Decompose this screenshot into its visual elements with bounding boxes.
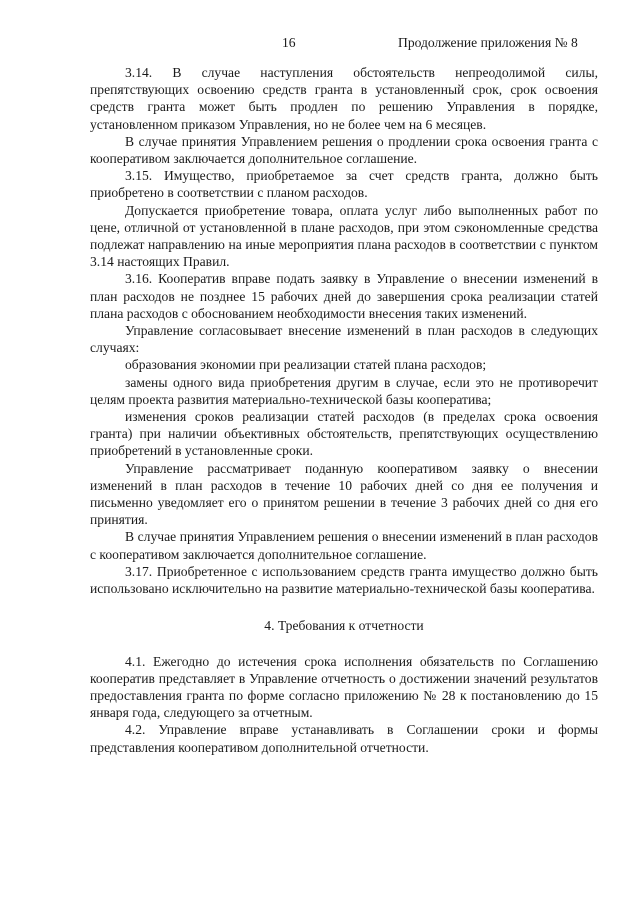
case-savings: образования экономии при реализации статей плана расходов; — [125, 357, 487, 373]
paragraph-4-1: 4.1. Ежегодно до истечения срока исполнения обязательств по Соглашению кооператив представляет в Управление отчетность о достижении значений результатов предоставления гранта по форме согласно приложению № 28 к постановлению до 15 января года, следующего за отчетным. — [90, 653, 598, 721]
paragraph-3-16: 3.16. Кооператив вправе подать заявку в Управление о внесении изменений в план расходов не позднее 15 рабочих дней до завершения срока реализации статей плана расходов с обоснованием необходимости внесения таких изменений. — [90, 271, 598, 321]
paragraph-3-15-price: Допускается приобретение товара, оплата услуг либо выполненных работ по цене, отличной от установленной в плане расходов, при этом сэкономленные средства подлежат направлению на иные мероприятия плана расходов в соответствии с пунктом 3.14 настоящих Правил. — [90, 202, 598, 270]
paragraph-3-16-agreement: В случае принятия Управлением решения о внесении изменений в план расходов с кооперативом заключается дополнительное соглашение. — [90, 529, 598, 562]
document-body — [90, 64, 598, 756]
case-deadline-change: изменения сроков реализации статей расходов (в пределах срока освоения гранта) при наличии объективных обстоятельств, препятствующих осуществлению приобретений в установленные сроки. — [90, 409, 598, 459]
paragraph-3-17: 3.17. Приобретенное с использованием средств гранта имущество должно быть использовано исключительно на развитие материально-технической базы кооператива. — [90, 563, 598, 597]
paragraph-3-16-review: Управление рассматривает поданную кооперативом заявку о внесении изменений в план расходов в течение 10 рабочих дней со дня ее получения и письменно уведомляет его о принятом решении в течение 3 рабочих дней со дня его принятия. — [90, 460, 598, 528]
paragraph-3-14: 3.14. В случае наступления обстоятельств непреодолимой силы, препятствующих освоению средств гранта в установленный срок, срок освоения средств гранта может быть продлен по решению Управления в порядке, установленном приказом Управления, но не более чем на 6 месяцев. — [90, 65, 598, 132]
paragraph-3-16-cases: Управление согласовывает внесение изменений в план расходов в следующих случаях: — [90, 323, 598, 356]
case-replacement: замены одного вида приобретения другим в случае, если это не противоречит целям проекта развития материально-технической базы кооператива; — [90, 374, 598, 407]
paragraph-4-2: 4.2. Управление вправе устанавливать в Соглашении сроки и формы представления кооперативом дополнительной отчетности. — [90, 722, 598, 755]
paragraph-3-15: 3.15. Имущество, приобретаемое за счет средств гранта, должно быть приобретено в соответствии с планом расходов. — [90, 168, 598, 201]
page-number: 16 — [282, 35, 296, 50]
appendix-continuation-note: Продолжение приложения № 8 — [398, 35, 578, 50]
paragraph-3-14-agreement: В случае принятия Управлением решения о продлении срока освоения гранта с кооперативом заключается дополнительное соглашение. — [90, 133, 598, 167]
section-title: 4. Требования к отчетности — [264, 618, 424, 634]
